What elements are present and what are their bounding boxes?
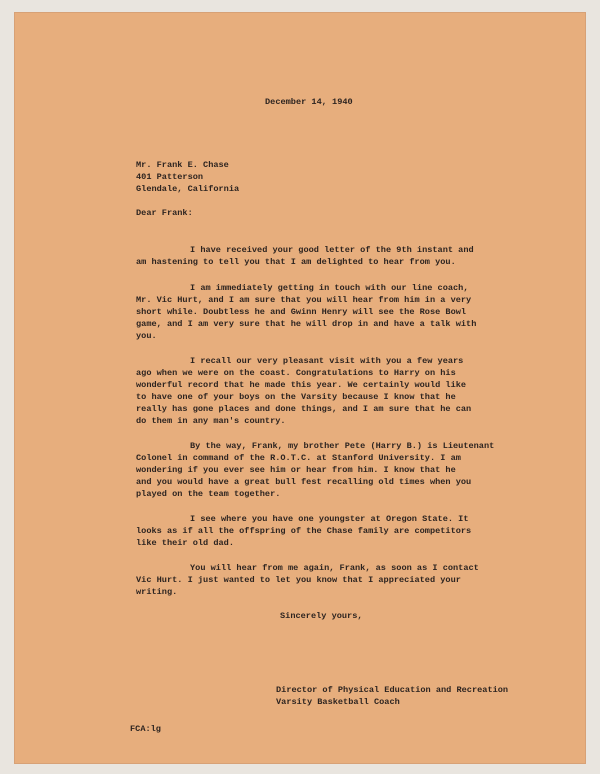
paragraph-5-line-1: I see where you have one youngster at Oregon State. It xyxy=(190,514,469,524)
paragraph-5-line-2: looks as if all the offspring of the Chase family are competitors xyxy=(136,526,472,536)
paragraph-4-line-2: Colonel in command of the R.O.T.C. at Stanford University. I am xyxy=(136,453,461,463)
paragraph-6-line-3: writing. xyxy=(136,587,178,597)
signature-title-2: Varsity Basketball Coach xyxy=(276,697,400,707)
typist-initials: FCA:lg xyxy=(130,724,161,734)
paragraph-6-line-1: You will hear from me again, Frank, as soon as I contact xyxy=(190,563,479,573)
letter-page xyxy=(14,12,586,764)
paragraph-3-line-3: wonderful record that he made this year. We certainly would like xyxy=(136,380,467,390)
paragraph-2-line-2: Mr. Vic Hurt, and I am sure that you will hear from him in a very xyxy=(136,295,472,305)
signature-title-1: Director of Physical Education and Recreation xyxy=(276,685,509,695)
paragraph-4-line-5: played on the team together. xyxy=(136,489,281,499)
paragraph-2-line-1: I am immediately getting in touch with our line coach, xyxy=(190,283,469,293)
paragraph-2-line-4: game, and I am very sure that he will drop in and have a talk with xyxy=(136,319,477,329)
paragraph-2-line-5: you. xyxy=(136,331,157,341)
recipient-street: 401 Patterson xyxy=(136,172,204,182)
paragraph-5-line-3: like their old dad. xyxy=(136,538,234,548)
paragraph-2-line-3: short while. Doubtless he and Gwinn Henry will see the Rose Bowl xyxy=(136,307,467,317)
paragraph-3-line-1: I recall our very pleasant visit with you a few years xyxy=(190,356,464,366)
paragraph-6-line-2: Vic Hurt. I just wanted to let you know that I appreciated your xyxy=(136,575,461,585)
closing: Sincerely yours, xyxy=(280,611,363,621)
paragraph-3-line-6: do them in any man's country. xyxy=(136,416,286,426)
recipient-city: Glendale, California xyxy=(136,184,240,194)
salutation: Dear Frank: xyxy=(136,208,193,218)
paragraph-3-line-4: to have one of your boys on the Varsity because I know that he xyxy=(136,392,456,402)
paragraph-4-line-3: wondering if you ever see him or hear from him. I know that he xyxy=(136,465,456,475)
paragraph-3-line-2: ago when we were on the coast. Congratulations to Harry on his xyxy=(136,368,456,378)
recipient-name: Mr. Frank E. Chase xyxy=(136,160,229,170)
paragraph-1-line-2: am hastening to tell you that I am delighted to hear from you. xyxy=(136,257,456,267)
letter-text xyxy=(14,12,586,764)
paragraph-1-line-1: I have received your good letter of the 9th instant and xyxy=(190,245,474,255)
paragraph-4-line-4: and you would have a great bull fest recalling old times when you xyxy=(136,477,472,487)
letter-date: December 14, 1940 xyxy=(265,97,353,107)
paragraph-3-line-5: really has gone places and done things, and I am sure that he can xyxy=(136,404,472,414)
paragraph-4-line-1: By the way, Frank, my brother Pete (Harry B.) is Lieutenant xyxy=(190,441,495,451)
